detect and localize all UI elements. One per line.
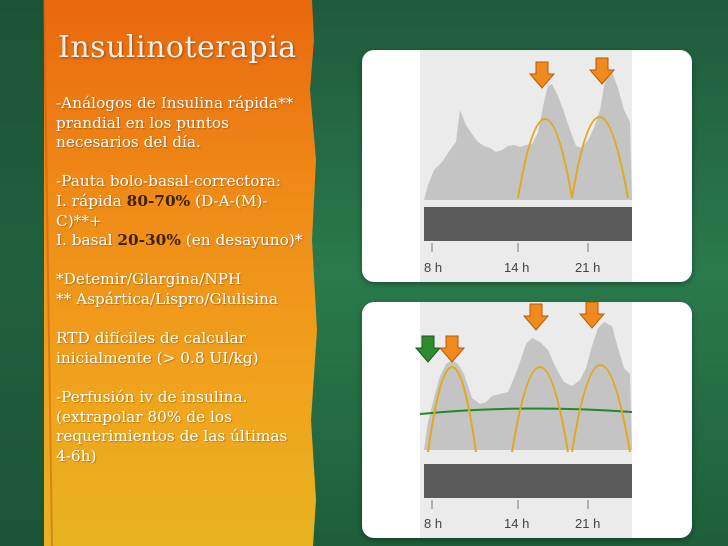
- perfusion-paragraph: [56, 388, 308, 466]
- basal-percentage: 20-30%: [117, 231, 181, 250]
- text-line: inicialmente (> 0.8 UI/kg): [56, 348, 259, 367]
- text-line: -Análogos de Insulina rápida**: [56, 94, 294, 112]
- tick-label: 21 h: [575, 516, 601, 531]
- footnote: ** Aspártica/Lispro/Glulisina: [56, 289, 278, 308]
- bolus-diagram-card: [362, 50, 692, 282]
- text-line: (extrapolar 80% de los: [56, 407, 232, 426]
- tick-label: 21 h: [575, 260, 601, 275]
- basal-insulin-line: I. basal 20-30% (en desayuno)*: [56, 231, 303, 250]
- regimen-paragraph: [56, 172, 308, 250]
- insulin-bar: [424, 464, 632, 498]
- text-line: necesarios del día.: [56, 133, 201, 152]
- text-line: C)**+: [56, 211, 102, 230]
- text-line: requerimientos de las últimas: [56, 427, 288, 446]
- footnotes: [56, 270, 308, 309]
- rapid-percentage: 80-70%: [126, 191, 191, 210]
- text-line: -Pauta bolo-basal-correctora:: [56, 172, 282, 191]
- slide-title: Insulinoterapia: [58, 30, 297, 65]
- footnote: *Detemir/Glargina/NPH: [56, 270, 242, 289]
- prandial-paragraph: [56, 94, 308, 153]
- tick-label: 8 h: [424, 516, 443, 531]
- rapid-insulin-line: I. rápida 80-70% (D-A-(M)-: [56, 191, 268, 210]
- text-line: RTD difíciles de calcular: [56, 329, 246, 348]
- rtd-paragraph: [56, 329, 308, 368]
- basal-bolus-diagram: [362, 302, 692, 538]
- basal-bolus-diagram-card: [362, 302, 692, 538]
- tick-label: 8 h: [424, 260, 443, 275]
- bolus-diagram: [362, 50, 692, 282]
- text-line: -Perfusión iv de insulina.: [56, 387, 248, 406]
- text-line: prandial en los puntos: [56, 113, 229, 132]
- text-line: 4-6h): [56, 446, 97, 465]
- slide-body: [56, 94, 308, 486]
- tick-label: 14 h: [504, 516, 530, 531]
- tick-label: 14 h: [504, 260, 530, 275]
- insulin-bar: [424, 207, 632, 241]
